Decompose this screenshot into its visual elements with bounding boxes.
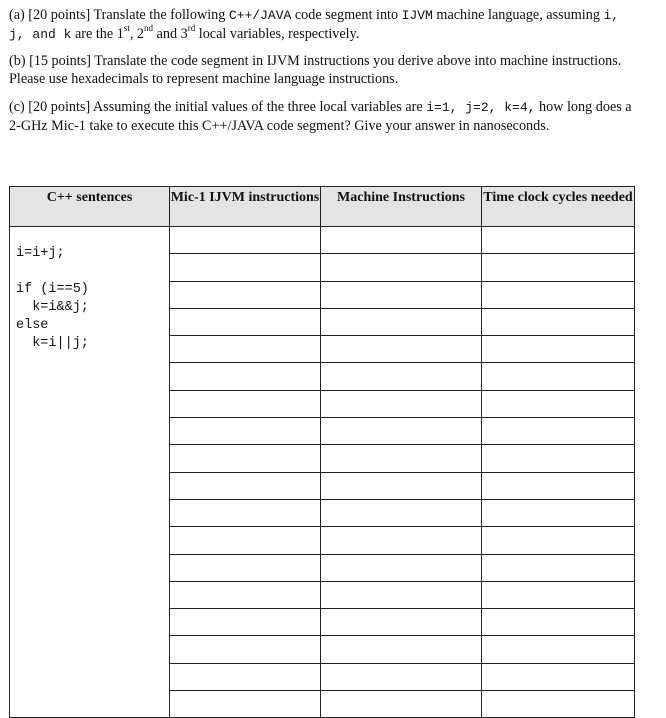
machine-answer-cell[interactable] — [321, 609, 482, 636]
qa-mid3: are the 1 — [71, 26, 124, 42]
machine-answer-cell[interactable] — [321, 363, 482, 390]
question-a — [9, 6, 639, 44]
machine-answer-cell[interactable] — [321, 308, 482, 335]
machine-answer-cell[interactable] — [321, 636, 482, 663]
code-statement-if-else: if (i==5) k=i&&j; else k=i||j; — [16, 282, 89, 351]
ijvm-answer-cell[interactable] — [170, 581, 321, 608]
qa-sup1: st — [123, 23, 130, 34]
cycles-answer-cell[interactable] — [482, 445, 635, 472]
ijvm-answer-cell[interactable] — [170, 609, 321, 636]
cycles-answer-cell[interactable] — [482, 227, 635, 254]
qc-values: i=1, j=2, k=4, — [426, 100, 536, 115]
cycles-answer-cell[interactable] — [482, 472, 635, 499]
qa-prefix: (a) [20 points] Translate the following — [9, 7, 229, 23]
cycles-answer-cell[interactable] — [482, 390, 635, 417]
qa-mid5: and 3 — [153, 26, 188, 42]
ijvm-answer-cell[interactable] — [170, 254, 321, 281]
machine-answer-cell[interactable] — [321, 691, 482, 718]
cycles-answer-cell[interactable] — [482, 691, 635, 718]
qc-prefix: (c) [20 points] Assuming the initial values of the three local variables are — [9, 99, 427, 115]
question-b: (b) [15 points] Translate the code segment in IJVM instructions you derive above into machine instructions. Please use hexadecimals to represent machine language instructions. — [9, 53, 622, 87]
header-ijvm-instructions: Mic-1 IJVM instructions — [170, 187, 321, 227]
table-row — [10, 227, 635, 254]
ijvm-answer-cell[interactable] — [170, 390, 321, 417]
code-statement-assign: i=i+j; — [16, 246, 65, 261]
cycles-answer-cell[interactable] — [482, 336, 635, 363]
question-c — [9, 98, 639, 135]
machine-answer-cell[interactable] — [321, 336, 482, 363]
cycles-answer-cell[interactable] — [482, 308, 635, 335]
ijvm-answer-cell[interactable] — [170, 691, 321, 718]
machine-answer-cell[interactable] — [321, 281, 482, 308]
ijvm-answer-cell[interactable] — [170, 363, 321, 390]
ijvm-answer-cell[interactable] — [170, 281, 321, 308]
machine-answer-cell[interactable] — [321, 499, 482, 526]
qa-sup2: nd — [144, 23, 154, 34]
qa-mid2: machine language, assuming — [432, 7, 604, 23]
qc-suffix: how long does a 2-GHz Mic-1 take to execute this C++/JAVA code segment? Give your answer in nanoseconds. — [9, 99, 632, 134]
cycles-answer-cell[interactable] — [482, 527, 635, 554]
header-clock-cycles: Time clock cycles needed — [482, 187, 635, 227]
machine-answer-cell[interactable] — [321, 445, 482, 472]
cpp-code-cell — [10, 227, 170, 718]
cycles-answer-cell[interactable] — [482, 609, 635, 636]
machine-answer-cell[interactable] — [321, 418, 482, 445]
qa-ijvm: IJVM — [401, 8, 433, 23]
ijvm-answer-cell[interactable] — [170, 418, 321, 445]
cycles-answer-cell[interactable] — [482, 363, 635, 390]
machine-answer-cell[interactable] — [321, 472, 482, 499]
answer-table — [9, 186, 635, 718]
machine-answer-cell[interactable] — [321, 390, 482, 417]
cycles-answer-cell[interactable] — [482, 554, 635, 581]
qa-code-lang: C++/JAVA — [228, 8, 292, 23]
machine-answer-cell[interactable] — [321, 227, 482, 254]
machine-answer-cell[interactable] — [321, 254, 482, 281]
cycles-answer-cell[interactable] — [482, 663, 635, 690]
qa-mid1: code segment into — [291, 7, 402, 23]
cycles-answer-cell[interactable] — [482, 418, 635, 445]
cycles-answer-cell[interactable] — [482, 499, 635, 526]
machine-answer-cell[interactable] — [321, 527, 482, 554]
cycles-answer-cell[interactable] — [482, 581, 635, 608]
ijvm-answer-cell[interactable] — [170, 308, 321, 335]
ijvm-answer-cell[interactable] — [170, 445, 321, 472]
ijvm-answer-cell[interactable] — [170, 636, 321, 663]
qa-sup3: rd — [187, 23, 196, 34]
table-header-row — [10, 187, 635, 227]
qa-suffix: local variables, respectively. — [195, 26, 360, 42]
ijvm-answer-cell[interactable] — [170, 499, 321, 526]
cycles-answer-cell[interactable] — [482, 636, 635, 663]
ijvm-answer-cell[interactable] — [170, 472, 321, 499]
header-cpp-sentences: C++ sentences — [10, 187, 170, 227]
header-machine-instructions: Machine Instructions — [321, 187, 482, 227]
ijvm-answer-cell[interactable] — [170, 663, 321, 690]
ijvm-answer-cell[interactable] — [170, 227, 321, 254]
qa-vars: i, j, and k — [9, 8, 620, 42]
ijvm-answer-cell[interactable] — [170, 527, 321, 554]
ijvm-answer-cell[interactable] — [170, 554, 321, 581]
machine-answer-cell[interactable] — [321, 554, 482, 581]
machine-answer-cell[interactable] — [321, 663, 482, 690]
cycles-answer-cell[interactable] — [482, 281, 635, 308]
cycles-answer-cell[interactable] — [482, 254, 635, 281]
qa-mid4: , 2 — [129, 26, 145, 42]
machine-answer-cell[interactable] — [321, 581, 482, 608]
ijvm-answer-cell[interactable] — [170, 336, 321, 363]
